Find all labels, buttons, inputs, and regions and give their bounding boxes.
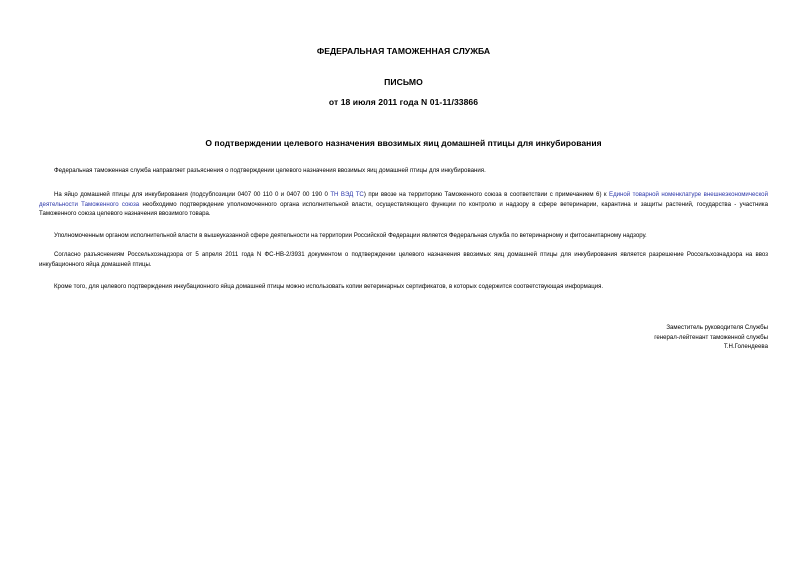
organization-title: ФЕДЕРАЛЬНАЯ ТАМОЖЕННАЯ СЛУЖБА xyxy=(316,46,491,56)
paragraph-text: необходимо подтверждение уполномоченного органа исполнительной власти, осуществляющего функции по контролю и надзору в сфере ветеринарии, карантина и защиты растений, государства - участника Таможенного союза целевого назначения ввозимого товара. xyxy=(39,200,768,217)
signature-block xyxy=(468,323,768,352)
signature-rank: генерал-лейтенант таможенной службы xyxy=(654,333,768,341)
document-date: от 18 июля 2011 года N 01-11/33866 xyxy=(328,97,479,107)
paragraph-certificates: Кроме того, для целевого подтверждения инкубационного яйца домашней птицы можно использовать копии ветеринарных сертификатов, в которых содержится соответствующая информация. xyxy=(54,283,604,290)
link-tn-ved[interactable]: ТН ВЭД ТС xyxy=(330,191,364,198)
paragraph-requirement xyxy=(39,190,768,219)
signature-position: Заместитель руководителя Службы xyxy=(666,324,768,331)
document-type: ПИСЬМО xyxy=(384,77,423,87)
paragraph-text: ) при ввозе на территорию Таможенного союза в соответствии с примечанием 6) к xyxy=(363,191,610,198)
paragraph-text: На яйцо домашней птицы для инкубирования (подсубпозиции 0407 00 110 0 и 0407 00 190 0 xyxy=(54,191,331,198)
paragraph-clarification: Согласно разъяснениям Россельхознадзора от 5 апреля 2011 года N ФС-НВ-2/3931 документом о подтверждении целевого назначения ввозимых яиц домашней птицы для инкубирования является разрешение Россельхознадзора на ввоз инкубационного яйца домашней птицы. xyxy=(39,251,768,268)
document-subject: О подтверждении целевого назначения ввозимых яиц домашней птицы для инкубирования xyxy=(205,138,602,148)
signature-name: Т.Н.Голендеева xyxy=(723,343,768,351)
paragraph-intro: Федеральная таможенная служба направляет разъяснения о подтверждении целевого назначения ввозимых яиц домашней птицы для инкубирования. xyxy=(54,167,486,174)
paragraph-authority: Уполномоченным органом исполнительной власти в вышеуказанной сфере деятельности на территории Российской Федерации является Федеральная служба по ветеринарному и фитосанитарному надзору. xyxy=(54,232,647,239)
link-unified-nomenclature[interactable]: Единой товарной номенклатуре внешнеэкономической деятельности Таможенного союза xyxy=(39,191,768,208)
